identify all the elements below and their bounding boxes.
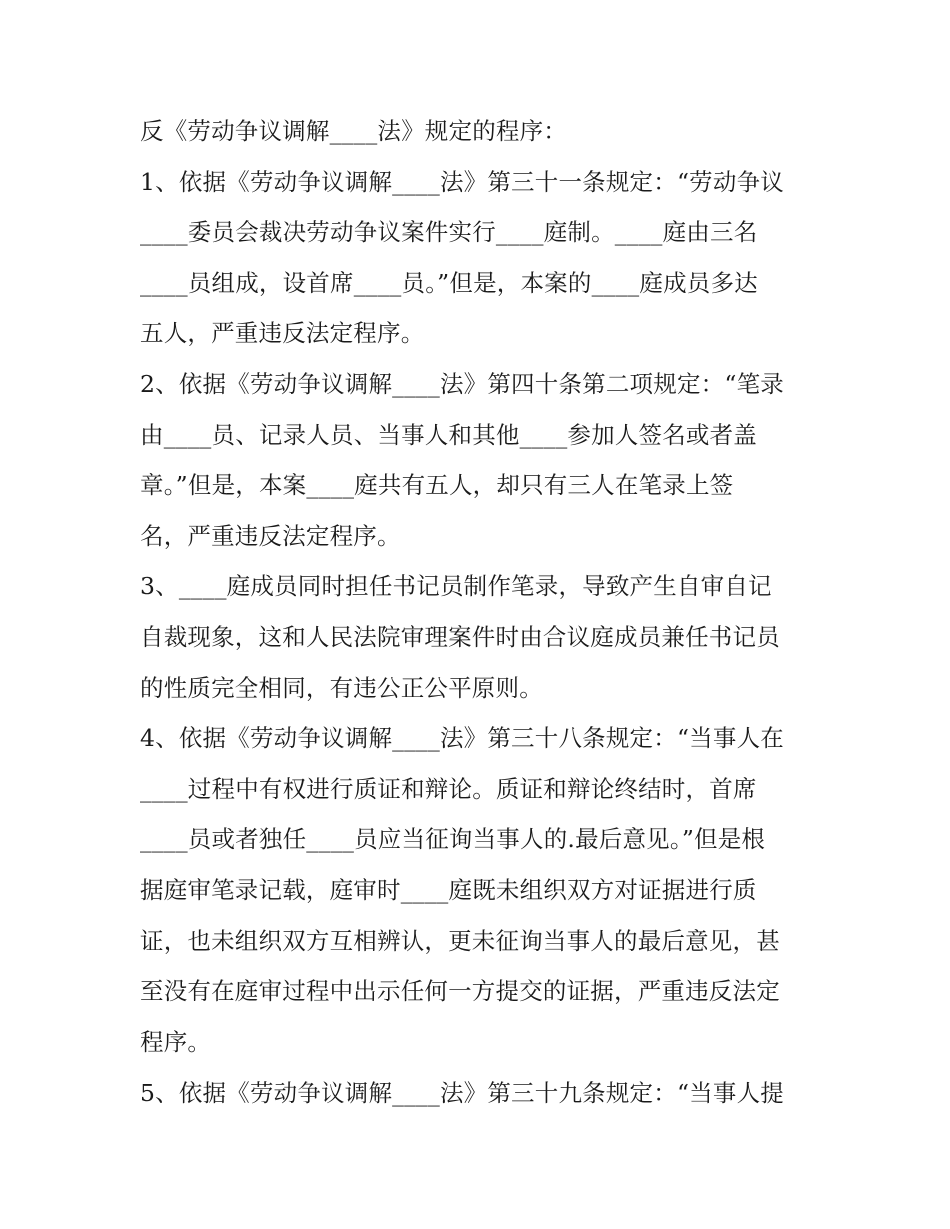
text-line: 5、依据《劳动争议调解____法》第三十九条规定：“当事人提: [140, 1079, 784, 1107]
text-line: 1、依据《劳动争议调解____法》第三十一条规定：“劳动争议: [140, 168, 784, 196]
text-line: 4、依据《劳动争议调解____法》第三十八条规定：“当事人在: [140, 724, 784, 752]
text-line: ____员组成，设首席____员。”但是，本案的____庭成员多达: [140, 269, 758, 297]
text-line: 名，严重违反法定程序。: [140, 522, 401, 550]
text-line: 反《劳动争议调解____法》规定的程序：: [140, 117, 567, 145]
text-line: ____过程中有权进行质证和辩论。质证和辩论终结时，首席: [140, 775, 757, 803]
text-line: 由____员、记录人员、当事人和其他____参加人签名或者盖: [140, 421, 757, 449]
text-line: 五人，严重违反法定程序。: [140, 319, 425, 347]
text-line: 至没有在庭审过程中出示任何一方提交的证据，严重违反法定: [140, 977, 780, 1005]
text-line: 据庭审笔录记载，庭审时____庭既未组织双方对证据进行质: [140, 876, 757, 904]
text-line: ____委员会裁决劳动争议案件实行____庭制。____庭由三名: [140, 218, 758, 246]
text-line: 证，也未组织双方互相辨认，更未征询当事人的最后意见，甚: [140, 927, 780, 955]
text-line: 自裁现象，这和人民法院审理案件时由合议庭成员兼任书记员: [140, 623, 780, 651]
text-line: 2、依据《劳动争议调解____法》第四十条第二项规定：“笔录: [140, 370, 784, 398]
text-line: 章。”但是，本案____庭共有五人，却只有三人在笔录上签: [140, 471, 734, 499]
text-line: 3、____庭成员同时担任书记员制作笔录，导致产生自审自记: [140, 572, 772, 600]
text-line: ____员或者独任____员应当征询当事人的.最后意见。”但是根: [140, 825, 766, 853]
text-line: 的性质完全相同，有违公正公平原则。: [140, 674, 543, 702]
text-line: 程序。: [140, 1028, 212, 1056]
